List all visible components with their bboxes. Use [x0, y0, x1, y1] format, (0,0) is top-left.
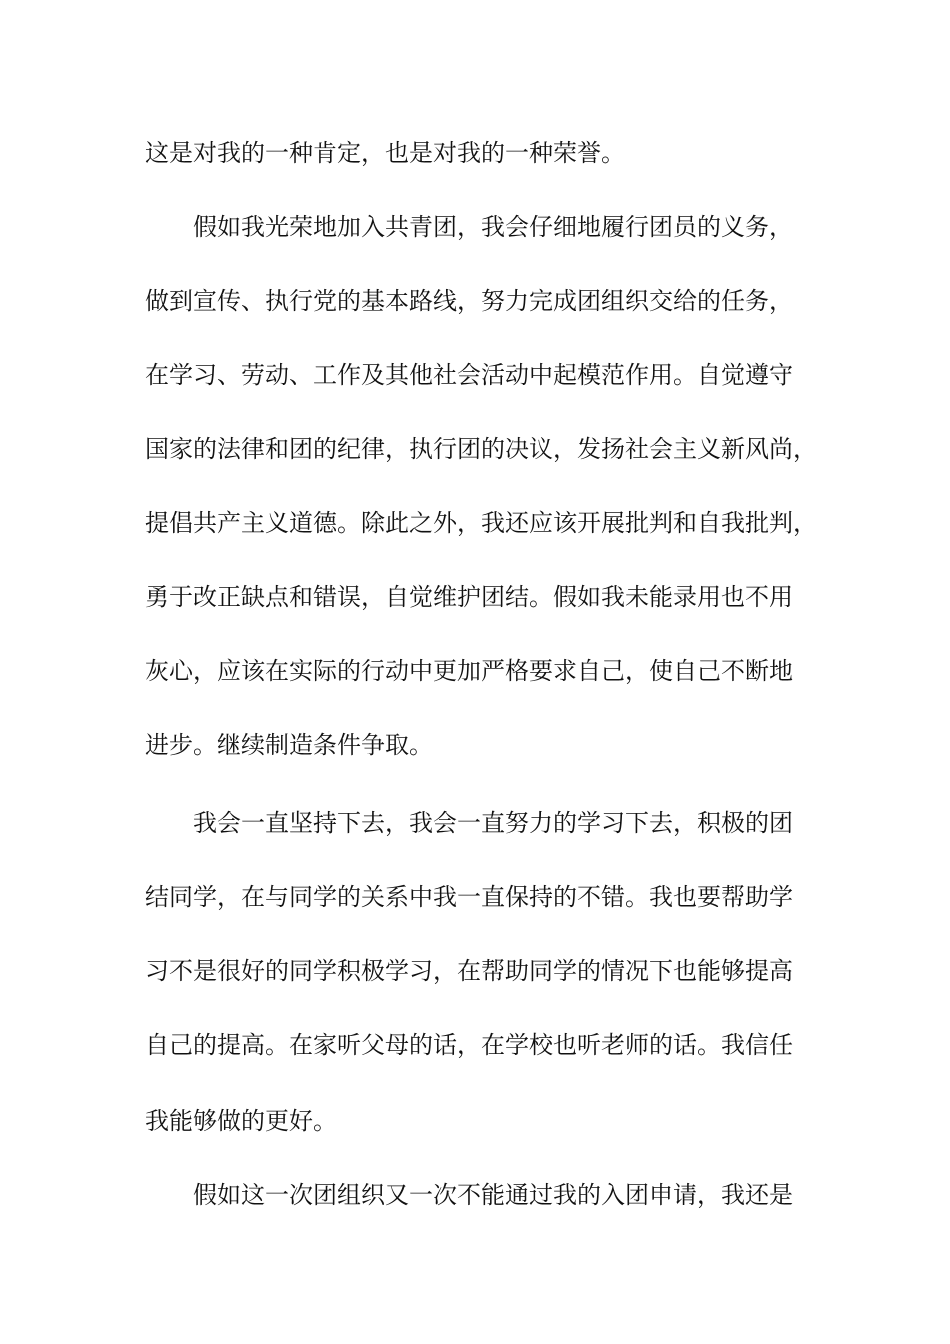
- text-line: 进步。继续制造条件争取。: [145, 731, 433, 759]
- text-line: 习不是很好的同学积极学习，在帮助同学的情况下也能够提高: [145, 957, 793, 985]
- text-line: 勇于改正缺点和错误，自觉维护团结。假如我未能录用也不用: [145, 583, 793, 611]
- text-line: 在学习、劳动、工作及其他社会活动中起模范作用。自觉遵守: [145, 361, 793, 389]
- text-line: 结同学，在与同学的关系中我一直保持的不错。我也要帮助学: [145, 883, 793, 911]
- text-line: 提倡共产主义道德。除此之外，我还应该开展批判和自我批判，: [145, 509, 817, 537]
- text-line: 我能够做的更好。: [145, 1107, 337, 1135]
- text-line: 自己的提高。在家听父母的话，在学校也听老师的话。我信任: [145, 1031, 793, 1059]
- text-line: 做到宣传、执行党的基本路线，努力完成团组织交给的任务，: [145, 287, 793, 315]
- text-line: 国家的法律和团的纪律，执行团的决议，发扬社会主义新风尚，: [145, 435, 817, 463]
- paragraph-first-line: 假如这一次团组织又一次不能通过我的入团申请，我还是: [193, 1181, 793, 1209]
- text-line: 灰心，应该在实际的行动中更加严格要求自己，使自己不断地: [145, 657, 793, 685]
- text-line: 这是对我的一种肯定，也是对我的一种荣誉。: [145, 139, 625, 167]
- paragraph-first-line: 假如我光荣地加入共青团，我会仔细地履行团员的义务，: [193, 213, 793, 241]
- paragraph-first-line: 我会一直坚持下去，我会一直努力的学习下去，积极的团: [193, 809, 793, 837]
